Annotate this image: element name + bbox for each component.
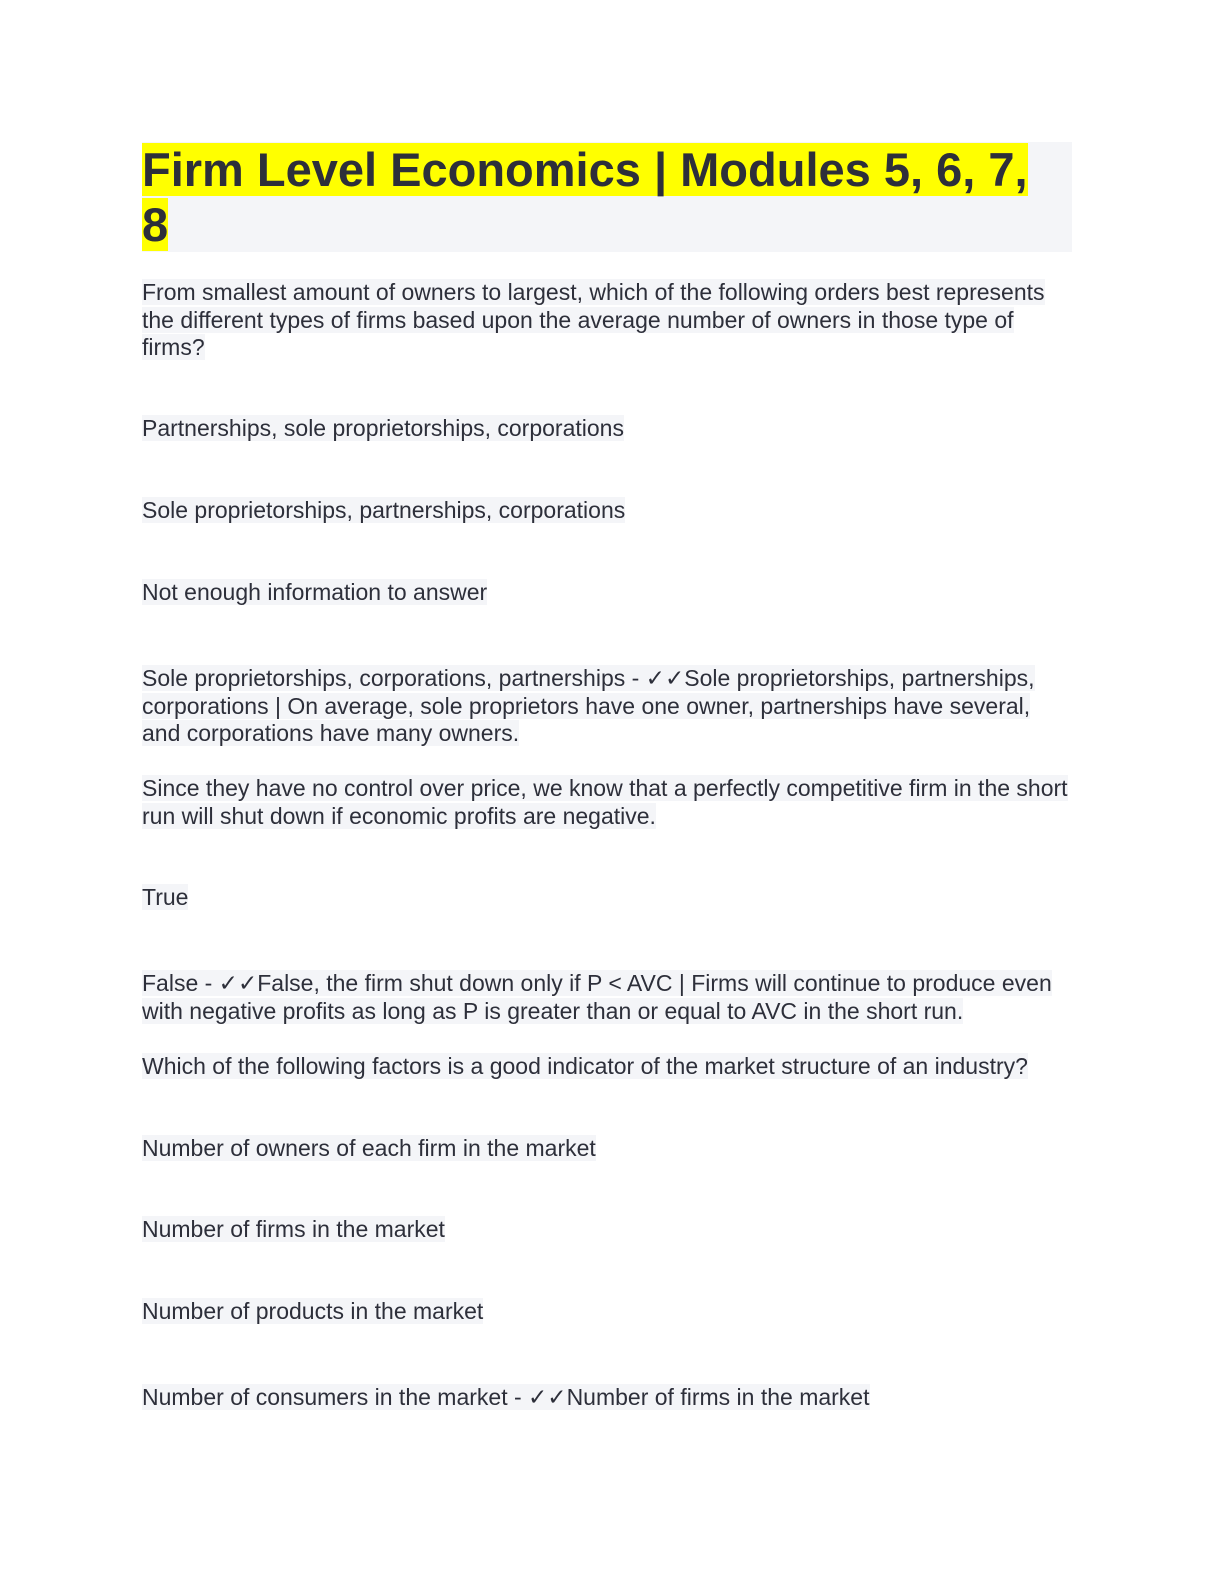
title-block: [142, 142, 1072, 252]
question-2-option-b-answer: False - ✓✓False, the firm shut down only if P < AVC | Firms will continue to produce even with negative profits as long as P is greater than or equal to AVC in the short run.: [142, 970, 1052, 1024]
question-3-option-b: Number of firms in the market: [142, 1216, 445, 1242]
question-1-option-b: Sole proprietorships, partnerships, corporations: [142, 497, 626, 523]
question-3-option-a: Number of owners of each firm in the market: [142, 1135, 596, 1161]
title-highlight: Firm Level Economics | Modules 5, 6, 7, 8: [142, 143, 1028, 251]
document-title: [142, 142, 1042, 252]
question-3-option-c: Number of products in the market: [142, 1298, 484, 1324]
question-3-option-d-answer: Number of consumers in the market - ✓✓Number of firms in the market: [142, 1384, 870, 1410]
question-1-text: From smallest amount of owners to largest, which of the following orders best represents the different types of firms based upon the average number of owners in those type of firms?: [142, 279, 1045, 360]
question-2-text: Since they have no control over price, we know that a perfectly competitive firm in the short run will shut down if economic profits are negative.: [142, 775, 1068, 829]
question-1-option-a: Partnerships, sole proprietorships, corporations: [142, 415, 624, 441]
question-3-text: Which of the following factors is a good indicator of the market structure of an industry?: [142, 1053, 1028, 1079]
question-1-option-d-answer: Sole proprietorships, corporations, partnerships - ✓✓Sole proprietorships, partnerships, corporations | On average, sole proprietors have one owner, partnerships have several, and corporations have many owners.: [142, 665, 1035, 746]
question-2-option-a: True: [142, 884, 189, 910]
question-1-option-c: Not enough information to answer: [142, 579, 488, 605]
